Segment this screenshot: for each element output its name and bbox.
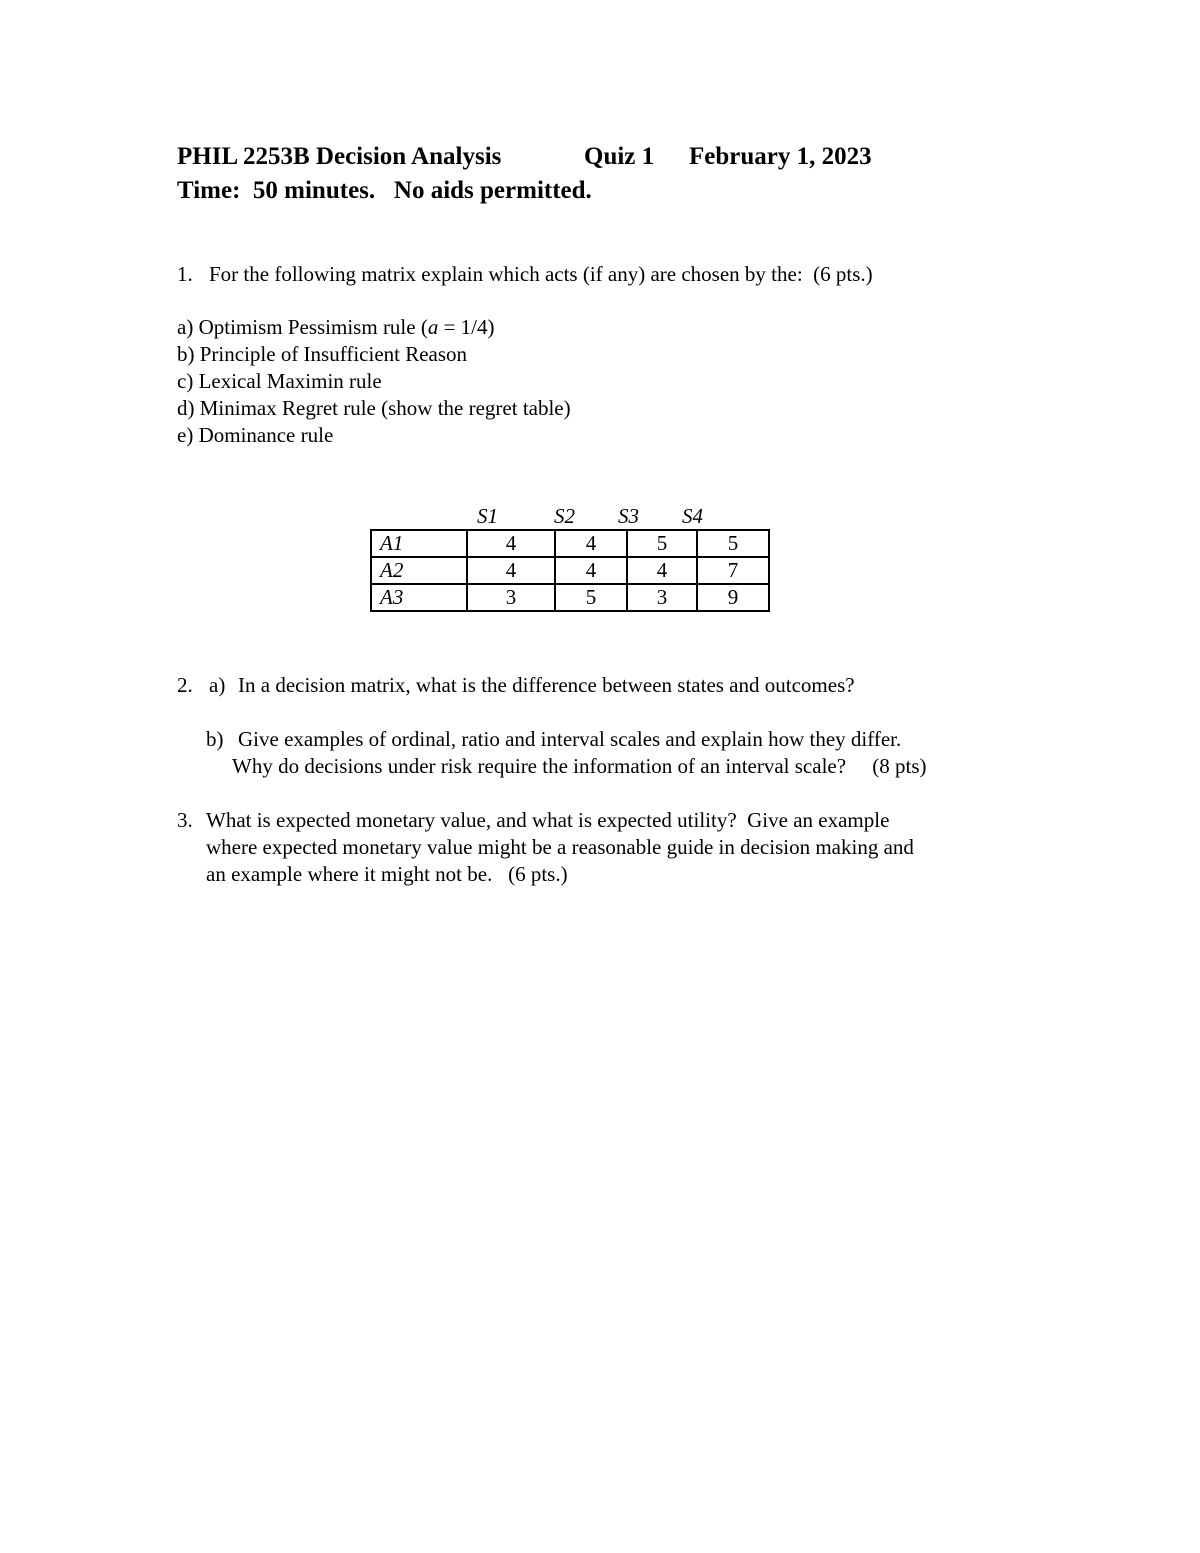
state-header: S4 bbox=[682, 504, 703, 528]
act-label: A3 bbox=[371, 584, 467, 611]
matrix-cell: 5 bbox=[555, 584, 627, 611]
matrix-cell: 3 bbox=[467, 584, 555, 611]
question-2-part-a bbox=[177, 672, 855, 699]
question-3-number: 3. bbox=[177, 808, 193, 832]
alpha-symbol: a bbox=[427, 315, 439, 339]
matrix-row bbox=[371, 557, 769, 584]
part-c-label: c) bbox=[177, 369, 194, 393]
part-c-text: Lexical Maximin rule bbox=[198, 369, 382, 393]
quiz-number: Quiz 1 bbox=[584, 143, 655, 170]
state-header: S1 bbox=[477, 504, 498, 528]
matrix-cell: 9 bbox=[697, 584, 769, 611]
part-b-label: b) bbox=[177, 342, 195, 366]
part-a-value: = 1/4) bbox=[438, 315, 495, 339]
matrix-cell: 4 bbox=[467, 530, 555, 557]
question-1-text: For the following matrix explain which acts (if any) are chosen by the: (6 pts.) bbox=[209, 262, 873, 286]
question-3-line3: an example where it might not be. (6 pts.) bbox=[206, 862, 568, 886]
question-3-line2: where expected monetary value might be a reasonable guide in decision making and bbox=[206, 835, 914, 859]
act-label: A1 bbox=[371, 530, 467, 557]
question-1-part-c bbox=[177, 368, 382, 395]
question-2-part-a-label: a) bbox=[209, 673, 226, 697]
question-1-prompt bbox=[177, 261, 873, 288]
matrix-row bbox=[371, 584, 769, 611]
question-3-text: What is expected monetary value, and what is expected utility? Give an example bbox=[206, 808, 890, 832]
part-a-text: Optimism Pessimism rule ( bbox=[198, 315, 428, 339]
matrix-state-headers bbox=[370, 504, 760, 530]
matrix-cell: 7 bbox=[697, 557, 769, 584]
act-label: A2 bbox=[371, 557, 467, 584]
part-d-label: d) bbox=[177, 396, 195, 420]
question-2-part-a-text: In a decision matrix, what is the difference between states and outcomes? bbox=[238, 673, 855, 697]
header-time-line: Time: 50 minutes. No aids permitted. bbox=[177, 177, 592, 204]
matrix-cell: 3 bbox=[627, 584, 697, 611]
header-title-line bbox=[177, 143, 872, 171]
question-1-part-b bbox=[177, 341, 467, 368]
part-d-text: Minimax Regret rule (show the regret table) bbox=[199, 396, 571, 420]
matrix-row bbox=[371, 530, 769, 557]
matrix-cell: 5 bbox=[697, 530, 769, 557]
state-header: S2 bbox=[554, 504, 575, 528]
course-title: PHIL 2253B Decision Analysis bbox=[177, 143, 502, 170]
question-1-part-e bbox=[177, 422, 333, 449]
matrix-cell: 4 bbox=[555, 557, 627, 584]
question-1-part-d bbox=[177, 395, 571, 422]
question-1-part-a bbox=[177, 314, 495, 341]
state-header: S3 bbox=[618, 504, 639, 528]
question-2-part-b-line1 bbox=[206, 726, 901, 753]
matrix-cell: 5 bbox=[627, 530, 697, 557]
question-2-part-b-text: Give examples of ordinal, ratio and interval scales and explain how they differ. bbox=[238, 727, 902, 751]
quiz-date: February 1, 2023 bbox=[689, 143, 872, 170]
part-a-label: a) bbox=[177, 315, 194, 339]
question-2-part-b-label: b) bbox=[206, 727, 224, 751]
question-2-number: 2. bbox=[177, 673, 193, 697]
part-e-text: Dominance rule bbox=[198, 423, 334, 447]
part-e-label: e) bbox=[177, 423, 194, 447]
part-b-text: Principle of Insufficient Reason bbox=[199, 342, 468, 366]
question-2-part-b-line2: Why do decisions under risk require the information of an interval scale? (8 pts) bbox=[232, 754, 927, 778]
decision-matrix bbox=[370, 529, 770, 612]
matrix-cell: 4 bbox=[555, 530, 627, 557]
question-3-line1 bbox=[177, 807, 889, 834]
matrix-cell: 4 bbox=[467, 557, 555, 584]
question-1-number: 1. bbox=[177, 262, 193, 286]
matrix-cell: 4 bbox=[627, 557, 697, 584]
